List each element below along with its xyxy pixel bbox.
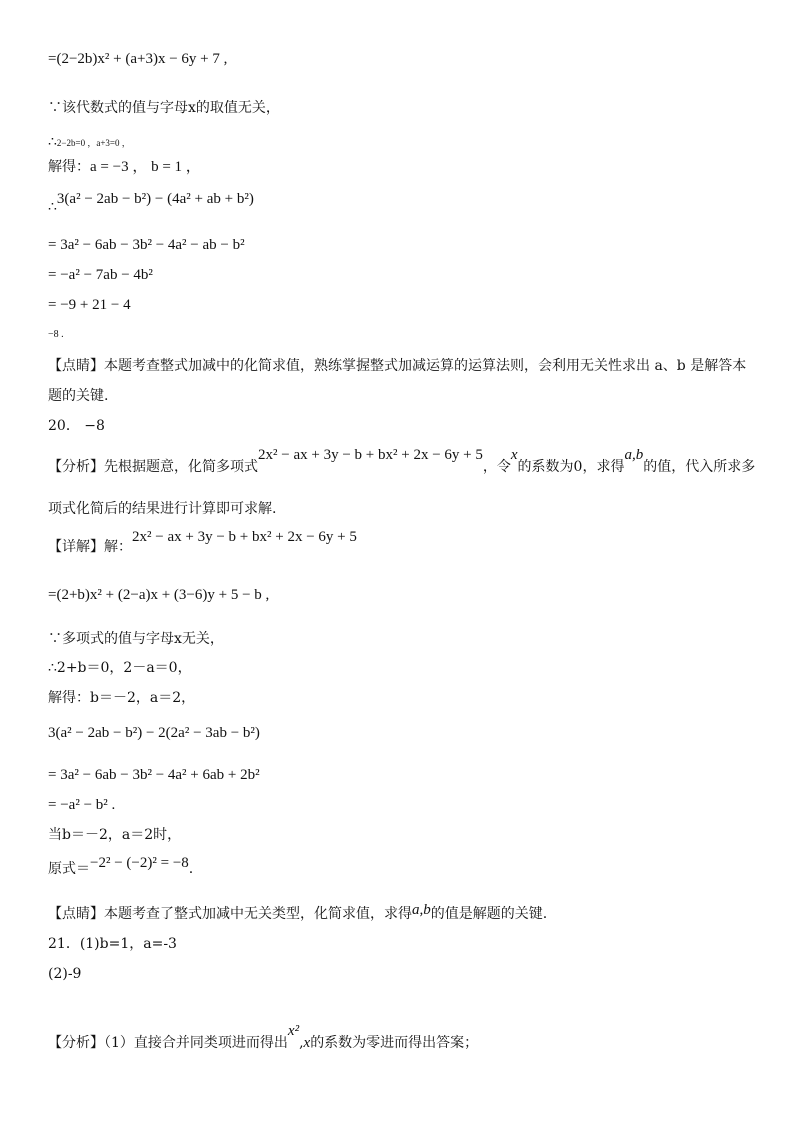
solution-values: a = −3 ， b = 1 ， bbox=[90, 159, 201, 175]
analysis-text: 的值，代入所求多 bbox=[643, 459, 756, 475]
analysis-text: 【分析】（1）直接合并同类项进而得出 bbox=[48, 1035, 288, 1051]
text-line-substitution: 当b＝－2，a＝2时， bbox=[48, 827, 182, 843]
answer-21-part-2: (2)-9 bbox=[48, 966, 82, 982]
analysis-line-1 bbox=[48, 447, 756, 475]
answer-21-part-1: 21．(1)b=1，a=-3 bbox=[48, 936, 177, 952]
text-line-equations: ∴2+b＝0，2－a＝0， bbox=[48, 660, 192, 676]
text-line-original-value bbox=[48, 855, 194, 877]
comment-text: 的值是解题的关键. bbox=[430, 906, 548, 922]
analysis-text: 的系数为0，求得 bbox=[517, 459, 625, 475]
analysis-label: 【分析】先根据题意，化简多项式 bbox=[48, 459, 258, 475]
comment-paragraph-line-1: 【点睛】本题考查整式加减中的化简求值，熟练掌握整式加减运算的运算法则，会利用无关性求出 a、b 是解答本 bbox=[48, 358, 747, 374]
analysis-text: ，令 bbox=[482, 459, 511, 475]
math-line-grouped: =(2+b)x² + (2−a)x + (3−6)y + 5 − b , bbox=[48, 587, 270, 603]
text-line-solution bbox=[48, 160, 201, 175]
variables-a-b: a,b bbox=[624, 447, 644, 463]
math-line-target-expression: 3(a² − 2ab − b²) − 2(2a² − 3ab − b²) bbox=[48, 725, 260, 741]
math-line-result: −8 . bbox=[48, 329, 64, 340]
original-label: 原式＝ bbox=[48, 861, 90, 877]
math-line-original-expression bbox=[48, 191, 254, 215]
text-line-therefore-conditions bbox=[48, 135, 131, 149]
variable-x: x bbox=[510, 447, 518, 463]
value-expression: −2² − (−2)² = −8 bbox=[90, 855, 189, 871]
variable-x: x bbox=[303, 1035, 311, 1051]
polynomial-expression: 2x² − ax + 3y − b + bx² + 2x − 6y + 5 bbox=[258, 447, 483, 463]
analysis-line-2: 项式化简后的结果进行计算即可求解. bbox=[48, 501, 277, 517]
original-expression: 3(a² − 2ab − b²) − (4a² + ab + b²) bbox=[56, 191, 254, 207]
math-line-expanded: = 3a² − 6ab − 3b² − 4a² + 6ab + 2b² bbox=[48, 767, 260, 783]
variable-x-squared: x² bbox=[287, 1023, 300, 1039]
detail-line bbox=[48, 529, 357, 555]
analysis-21-line-1 bbox=[48, 1023, 479, 1051]
condition-equations: 2−2b=0 ，a+3=0 ， bbox=[56, 138, 131, 148]
polynomial-expression: 2x² − ax + 3y − b + bx² + 2x − 6y + 5 bbox=[132, 529, 357, 545]
detail-label: 【详解】解： bbox=[48, 539, 132, 555]
text-line-solution-b-a: 解得：b＝－2，a＝2， bbox=[48, 690, 196, 706]
comment-text: 【点睛】本题考查了整式加减中无关类型，化简求值，求得 bbox=[48, 906, 412, 922]
math-line-step-2: = −a² − 7ab − 4b² bbox=[48, 267, 153, 283]
math-line-step-1: = 3a² − 6ab − 3b² − 4a² − ab − b² bbox=[48, 237, 245, 253]
math-line-step-3: = −9 + 21 − 4 bbox=[48, 297, 131, 313]
comma: , bbox=[299, 1035, 304, 1051]
text-line-independence-condition: ∵该代数式的值与字母x的取值无关， bbox=[48, 100, 280, 116]
solve-label: 解得： bbox=[48, 159, 90, 175]
math-line-simplified: = −a² − b² . bbox=[48, 797, 116, 813]
answer-20: 20． −8 bbox=[48, 418, 105, 434]
therefore-symbol: ∴ bbox=[48, 134, 57, 150]
math-line-expansion-result: =(2−2b)x² + (a+3)x − 6y + 7 , bbox=[48, 51, 228, 67]
variables-a-b: a,b bbox=[412, 902, 431, 918]
therefore-symbol: ∴ bbox=[48, 199, 57, 215]
period: . bbox=[188, 861, 194, 877]
comment-paragraph-20 bbox=[48, 902, 548, 922]
analysis-text: 的系数为零进而得出答案； bbox=[310, 1035, 479, 1051]
text-line-independence: ∵多项式的值与字母x无关， bbox=[48, 631, 224, 647]
comment-paragraph-line-2: 题的关键. bbox=[48, 388, 109, 404]
